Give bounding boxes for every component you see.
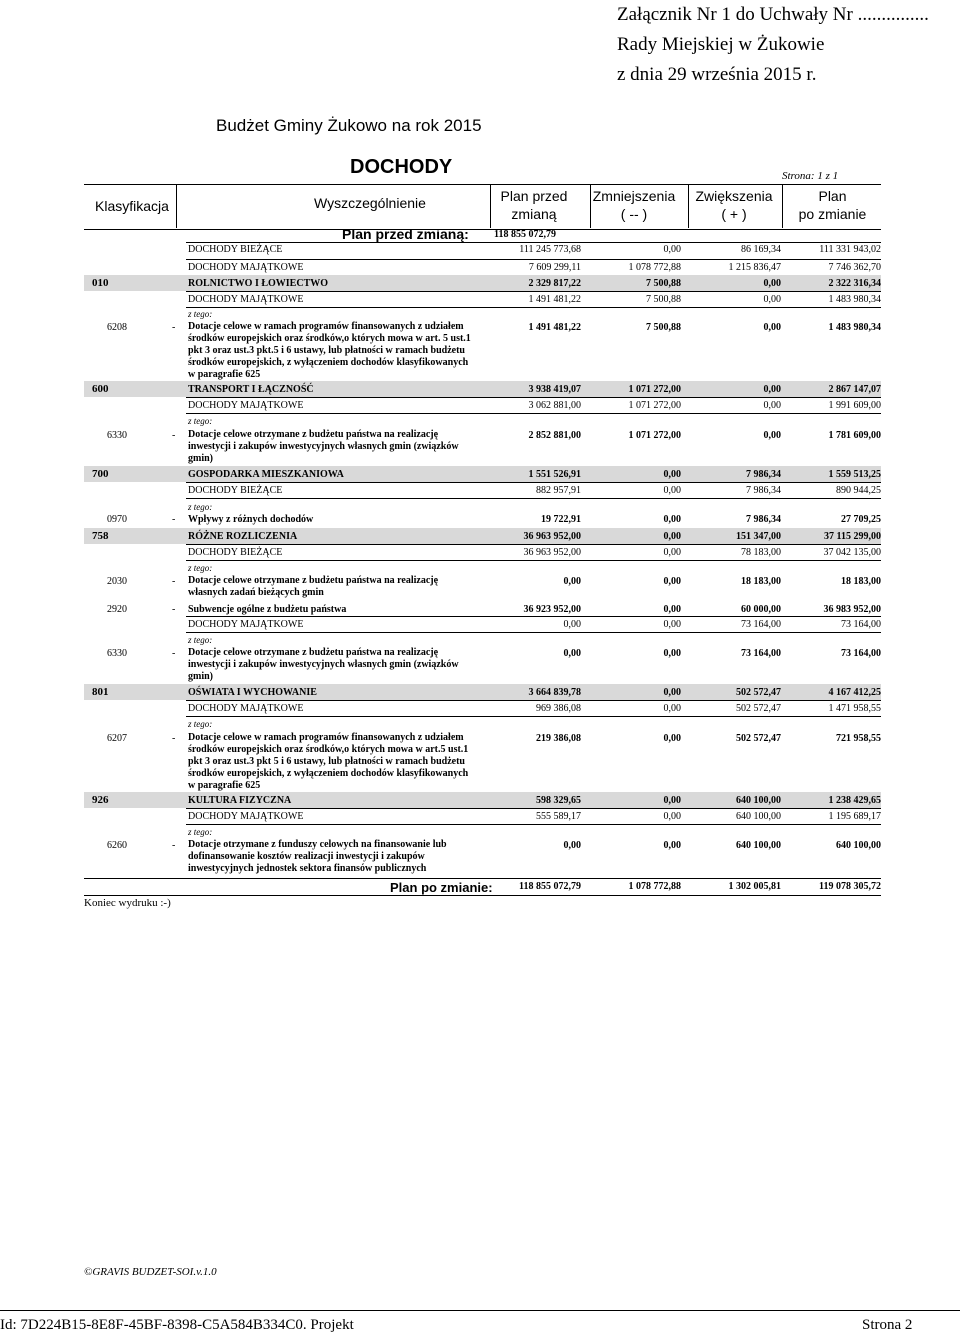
paragraph-dash: - — [172, 648, 176, 659]
section-title: DOCHODY — [350, 156, 453, 178]
paragraph-value: 0,00 — [563, 576, 581, 587]
summary-rule — [186, 242, 881, 243]
category-label: DOCHODY MAJĄTKOWE — [188, 703, 304, 714]
paragraph-code: 6330 — [107, 430, 127, 441]
paragraph-value: 36 923 952,00 — [523, 604, 581, 615]
attachment-header-line1: Załącznik Nr 1 do Uchwały Nr ............... — [617, 4, 929, 25]
section-value: 0,00 — [663, 687, 681, 698]
paragraph-value: 18 183,00 — [741, 576, 781, 587]
paragraph-value: 27 709,25 — [841, 514, 881, 525]
plan-before-value: 118 855 072,79 — [494, 229, 556, 240]
paragraph-description: Dotacje celowe otrzymane z budżetu państwa na realizację inwestycji i zakupów inwestycyjnych własnych gmin (związków gmin) — [188, 647, 459, 682]
section-value: 2 329 817,22 — [528, 278, 581, 289]
paragraph-value: 0,00 — [763, 322, 781, 333]
paragraph-value: 0,00 — [563, 648, 581, 659]
row-rule — [186, 824, 881, 825]
header-divider — [782, 184, 783, 228]
section-name: KULTURA FIZYCZNA — [188, 795, 292, 806]
category-value: 0,00 — [663, 703, 681, 714]
paragraph-value: 60 000,00 — [741, 604, 781, 615]
plan-after-value: 119 078 305,72 — [819, 881, 881, 892]
paragraph-value: 0,00 — [563, 840, 581, 851]
column-zwiekszenia-1: Zwiększenia — [695, 188, 773, 204]
paragraph-dash: - — [172, 733, 176, 744]
row-rule — [186, 616, 881, 617]
category-value: 73 164,00 — [841, 619, 881, 630]
section-value: 0,00 — [663, 531, 681, 542]
section-value: 4 167 412,25 — [828, 687, 881, 698]
category-value: 37 042 135,00 — [823, 547, 881, 558]
plan-after-label: Plan po zmianie: — [390, 880, 493, 895]
category-label: DOCHODY MAJĄTKOWE — [188, 400, 304, 411]
paragraph-value: 73 164,00 — [741, 648, 781, 659]
section-code: 600 — [92, 383, 109, 395]
section-value: 1 071 272,00 — [628, 384, 681, 395]
section-value: 0,00 — [763, 278, 781, 289]
attachment-header-line3: z dnia 29 września 2015 r. — [617, 64, 817, 85]
section-value: 2 322 316,34 — [828, 278, 881, 289]
summary-value: 7 746 362,70 — [828, 262, 881, 273]
paragraph-value: 1 491 481,22 — [528, 322, 581, 333]
column-zwiekszenia-2: ( + ) — [721, 206, 747, 222]
category-label: DOCHODY BIEŻĄCE — [188, 547, 283, 558]
paragraph-dash: - — [172, 430, 176, 441]
category-value: 969 386,08 — [536, 703, 581, 714]
paragraph-description: Dotacje celowe otrzymane z budżetu państwa na realizację inwestycji i zakupów inwestycyjnych własnych gmin (związków gmin) — [188, 429, 459, 464]
paragraph-description: Dotacje celowe otrzymane z budżetu państwa na realizację własnych zadań bieżących gmin — [188, 575, 439, 598]
category-value: 36 963 952,00 — [523, 547, 581, 558]
row-rule — [186, 700, 881, 701]
category-value: 1 491 481,22 — [528, 294, 581, 305]
section-name: ROLNICTWO I ŁOWIECTWO — [188, 278, 329, 289]
row-rule — [186, 808, 881, 809]
category-label: DOCHODY BIEŻĄCE — [188, 485, 283, 496]
page-info: Strona: 1 z 1 — [782, 170, 839, 182]
z-tego-label: z tego: — [188, 635, 213, 645]
column-wyszczegolnienie: Wyszczególnienie — [314, 195, 426, 211]
paragraph-value: 36 983 952,00 — [823, 604, 881, 615]
paragraph-description: Dotacje otrzymane z funduszy celowych na finansowanie lub dofinansowanie kosztów realizacji inwestycji i zakupów inwestycyjnych jednostek sektora finansów publicznych — [188, 839, 447, 874]
category-value: 0,00 — [663, 485, 681, 496]
paragraph-value: 0,00 — [663, 648, 681, 659]
paragraph-value: 7 986,34 — [746, 514, 781, 525]
summary-value: 7 609 299,11 — [528, 262, 581, 273]
header-divider — [590, 184, 591, 228]
section-code: 801 — [92, 686, 109, 698]
page-number: Strona 2 — [862, 1317, 913, 1333]
paragraph-value: 0,00 — [763, 430, 781, 441]
paragraph-value: 502 572,47 — [736, 733, 781, 744]
row-rule — [186, 482, 881, 483]
section-name: TRANSPORT I ŁĄCZNOŚĆ — [188, 384, 314, 395]
paragraph-dash: - — [172, 604, 176, 615]
section-value: 7 500,88 — [646, 278, 681, 289]
section-value: 36 963 952,00 — [523, 531, 581, 542]
summary-rule — [186, 259, 881, 260]
summary-value: 86 169,34 — [741, 244, 781, 255]
category-label: DOCHODY MAJĄTKOWE — [188, 811, 304, 822]
total-rule — [84, 878, 881, 879]
paragraph-value: 7 500,88 — [646, 322, 681, 333]
z-tego-label: z tego: — [188, 563, 213, 573]
row-rule — [186, 291, 881, 292]
category-value: 502 572,47 — [736, 703, 781, 714]
header-divider — [490, 184, 491, 228]
section-value: 151 347,00 — [736, 531, 781, 542]
paragraph-value: 640 100,00 — [836, 840, 881, 851]
section-value: 1 559 513,25 — [828, 469, 881, 480]
paragraph-value: 1 483 980,34 — [828, 322, 881, 333]
category-value: 3 062 881,00 — [528, 400, 581, 411]
section-name: OŚWIATA I WYCHOWANIE — [188, 687, 317, 698]
category-label: DOCHODY MAJĄTKOWE — [188, 619, 304, 630]
section-value: 3 664 839,78 — [528, 687, 581, 698]
paragraph-value: 18 183,00 — [841, 576, 881, 587]
category-value: 555 589,17 — [536, 811, 581, 822]
paragraph-code: 6208 — [107, 322, 127, 333]
paragraph-dash: - — [172, 576, 176, 587]
row-rule — [186, 632, 881, 633]
section-value: 37 115 299,00 — [824, 531, 881, 542]
category-value: 0,00 — [663, 547, 681, 558]
section-value: 0,00 — [663, 795, 681, 806]
paragraph-description: Subwencje ogólne z budżetu państwa — [188, 604, 347, 615]
header-divider — [176, 184, 177, 228]
plan-after-value: 1 078 772,88 — [628, 881, 681, 892]
row-rule — [186, 560, 881, 561]
section-value: 598 329,65 — [536, 795, 581, 806]
column-plan-przed-2: zmianą — [511, 206, 557, 222]
paragraph-value: 19 722,91 — [541, 514, 581, 525]
section-code: 758 — [92, 530, 109, 542]
z-tego-label: z tego: — [188, 827, 213, 837]
category-value: 640 100,00 — [736, 811, 781, 822]
z-tego-label: z tego: — [188, 416, 213, 426]
paragraph-value: 0,00 — [663, 733, 681, 744]
category-value: 0,00 — [563, 619, 581, 630]
summary-value: 0,00 — [663, 244, 681, 255]
column-plan-po-2: po zmianie — [798, 206, 867, 222]
budget-title: Budżet Gminy Żukowo na rok 2015 — [216, 116, 482, 135]
paragraph-code: 0970 — [107, 514, 127, 525]
row-rule — [186, 544, 881, 545]
summary-label: DOCHODY MAJĄTKOWE — [188, 262, 304, 273]
paragraph-code: 6260 — [107, 840, 127, 851]
document-id: Id: 7D224B15-8E8F-45BF-8398-C5A584B334C0. Projekt — [0, 1317, 354, 1333]
total-rule — [84, 895, 881, 896]
end-note: Koniec wydruku :-) — [84, 897, 171, 909]
column-plan-przed-1: Plan przed — [500, 188, 568, 204]
attachment-header-line2: Rady Miejskiej w Żukowie — [617, 34, 825, 55]
section-value: 1 238 429,65 — [828, 795, 881, 806]
section-name: GOSPODARKA MIESZKANIOWA — [188, 469, 344, 480]
section-value: 640 100,00 — [736, 795, 781, 806]
category-value: 882 957,91 — [536, 485, 581, 496]
paragraph-description: Dotacje celowe w ramach programów finansowanych z udziałem środków europejskich oraz środków,o których mowa w art. 5 ust.1 pkt 3 oraz ust.3 pkt.5 i 6 ustawy, lub płatności w ramach budżetu środków europejskich, z wyłączeniem dochodów klasyfikowanych w paragrafie 625 — [188, 321, 471, 380]
section-value: 502 572,47 — [736, 687, 781, 698]
section-value: 3 938 419,07 — [528, 384, 581, 395]
software-credit: ©GRAVIS BUDZET-SOI.v.1.0 — [84, 1266, 217, 1278]
row-rule — [186, 716, 881, 717]
column-zmniejszenia-1: Zmniejszenia — [592, 188, 676, 204]
category-value: 0,00 — [663, 811, 681, 822]
category-value: 7 986,34 — [746, 485, 781, 496]
row-rule — [186, 307, 881, 308]
paragraph-value: 0,00 — [663, 604, 681, 615]
summary-value: 1 215 836,47 — [728, 262, 781, 273]
summary-value: 1 078 772,88 — [628, 262, 681, 273]
category-value: 0,00 — [763, 400, 781, 411]
category-value: 1 195 689,17 — [828, 811, 881, 822]
section-code: 010 — [92, 277, 109, 289]
column-zmniejszenia-2: ( -- ) — [620, 206, 648, 222]
category-value: 890 944,25 — [836, 485, 881, 496]
category-value: 7 500,88 — [646, 294, 681, 305]
footer-rule — [0, 1310, 960, 1311]
paragraph-dash: - — [172, 514, 176, 525]
paragraph-value: 640 100,00 — [736, 840, 781, 851]
header-divider — [688, 184, 689, 228]
paragraph-code: 6330 — [107, 648, 127, 659]
paragraph-dash: - — [172, 840, 176, 851]
paragraph-description: Wpływy z różnych dochodów — [188, 514, 314, 525]
paragraph-value: 2 852 881,00 — [528, 430, 581, 441]
category-value: 1 991 609,00 — [828, 400, 881, 411]
paragraph-value: 0,00 — [663, 514, 681, 525]
section-code: 700 — [92, 468, 109, 480]
summary-label: DOCHODY BIEŻĄCE — [188, 244, 283, 255]
paragraph-value: 219 386,08 — [536, 733, 581, 744]
category-value: 78 183,00 — [741, 547, 781, 558]
section-name: RÓŻNE ROZLICZENIA — [188, 531, 298, 542]
paragraph-code: 6207 — [107, 733, 127, 744]
row-rule — [186, 413, 881, 414]
row-rule — [186, 498, 881, 499]
paragraph-value: 1 071 272,00 — [628, 430, 681, 441]
section-value: 2 867 147,07 — [828, 384, 881, 395]
paragraph-value: 721 958,55 — [836, 733, 881, 744]
category-label: DOCHODY MAJĄTKOWE — [188, 294, 304, 305]
table-header — [84, 184, 881, 230]
category-value: 1 071 272,00 — [628, 400, 681, 411]
row-rule — [186, 397, 881, 398]
section-value: 1 551 526,91 — [528, 469, 581, 480]
paragraph-value: 0,00 — [663, 576, 681, 587]
category-value: 0,00 — [763, 294, 781, 305]
summary-value: 111 245 773,68 — [519, 244, 581, 255]
paragraph-description: Dotacje celowe w ramach programów finansowanych z udziałem środków europejskich oraz środków,o których mowa w art.5 ust.1 pkt 3 oraz ust.3 pkt 5 i 6 ustawy, lub płatności w ramach budżetu środków europejskich, z wyłączeniem dochodów klasyfikowanych w paragrafie 625 — [188, 732, 469, 791]
column-klasyfikacja: Klasyfikacja — [95, 198, 169, 214]
summary-value: 111 331 943,02 — [819, 244, 881, 255]
paragraph-value: 0,00 — [663, 840, 681, 851]
paragraph-dash: - — [172, 322, 176, 333]
category-value: 1 471 958,55 — [828, 703, 881, 714]
section-value: 0,00 — [763, 384, 781, 395]
paragraph-value: 1 781 609,00 — [828, 430, 881, 441]
column-plan-po-1: Plan — [818, 188, 847, 204]
category-value: 73 164,00 — [741, 619, 781, 630]
section-value: 7 986,34 — [746, 469, 781, 480]
plan-after-value: 118 855 072,79 — [519, 881, 581, 892]
z-tego-label: z tego: — [188, 502, 213, 512]
plan-before-label: Plan przed zmianą: — [342, 226, 469, 242]
paragraph-value: 73 164,00 — [841, 648, 881, 659]
paragraph-code: 2030 — [107, 576, 127, 587]
z-tego-label: z tego: — [188, 309, 213, 319]
category-value: 0,00 — [663, 619, 681, 630]
section-code: 926 — [92, 794, 109, 806]
paragraph-code: 2920 — [107, 604, 127, 615]
section-value: 0,00 — [663, 469, 681, 480]
category-value: 1 483 980,34 — [828, 294, 881, 305]
z-tego-label: z tego: — [188, 719, 213, 729]
plan-after-value: 1 302 005,81 — [728, 881, 781, 892]
